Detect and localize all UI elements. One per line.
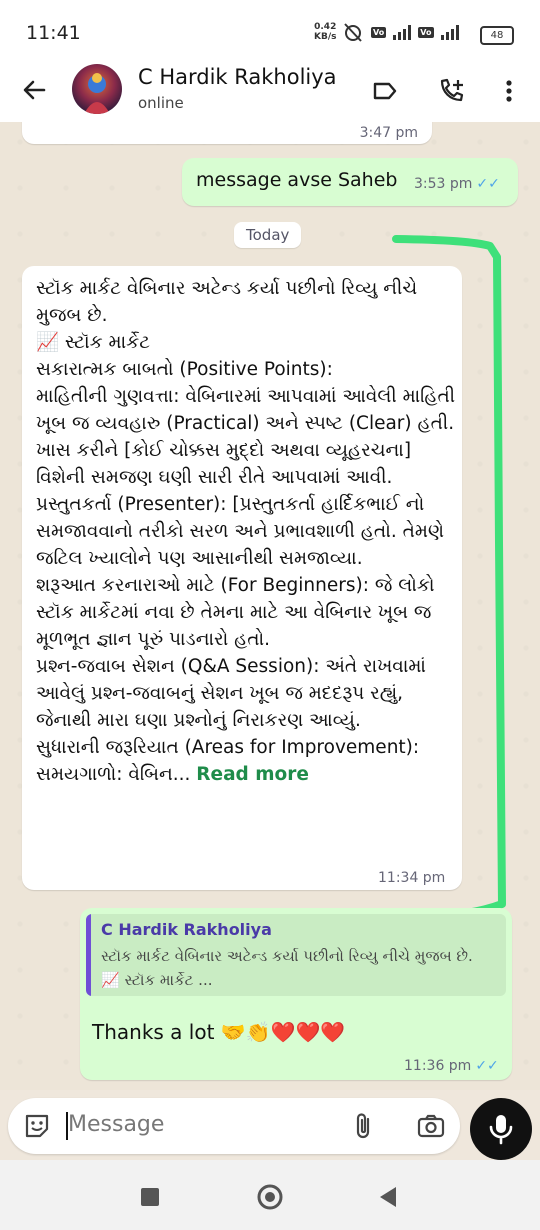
signal-icon	[393, 24, 411, 40]
status-time: 11:41	[26, 22, 81, 44]
composer	[0, 1090, 540, 1160]
quoted-message[interactable]	[86, 914, 506, 996]
alarm-off-icon	[342, 22, 364, 42]
message-input-container	[8, 1098, 460, 1154]
reply-text: Thanks a lot 🤝👏❤️❤️❤️	[92, 1020, 346, 1044]
reply-meta: 11:36 pm ✓✓	[404, 1058, 499, 1074]
lte-icon: Vo	[420, 27, 432, 37]
contact-name[interactable]: C Hardik Rakholiya	[138, 65, 337, 89]
date-chip: Today	[234, 222, 301, 248]
status-bar	[0, 0, 540, 62]
back-arrow-icon[interactable]	[20, 76, 48, 104]
chat-area[interactable]	[0, 122, 540, 1090]
message-time: 3:47 pm	[359, 125, 418, 141]
read-ticks-icon: ✓✓	[475, 1058, 499, 1074]
quote-author: C Hardik Rakholiya	[101, 920, 272, 939]
attach-icon[interactable]	[350, 1111, 378, 1141]
label-icon[interactable]	[370, 76, 400, 106]
back-nav-button[interactable]	[376, 1184, 400, 1210]
quote-text: સ્ટૉક માર્કટ વેબિનાર અટેન્ડ કર્યા પછીનો રિવ્યુ નીચે મુજબ છે. 📈 સ્ટૉક માર્કેટ ...	[101, 947, 473, 989]
more-options-icon[interactable]	[494, 76, 524, 106]
system-nav-bar	[0, 1160, 540, 1230]
read-more-link[interactable]: Read more	[196, 764, 309, 785]
recents-button[interactable]	[141, 1188, 159, 1206]
add-call-icon[interactable]	[436, 76, 466, 106]
signal-2-icon	[441, 24, 459, 40]
camera-icon[interactable]	[416, 1112, 446, 1140]
mic-icon	[470, 1098, 532, 1160]
read-ticks-icon: ✓✓	[476, 176, 500, 192]
mic-button[interactable]	[470, 1098, 532, 1160]
sticker-icon[interactable]	[22, 1111, 52, 1141]
status-icons	[342, 22, 459, 42]
quote-bar	[86, 914, 91, 996]
message-text: message avse Saheb	[196, 169, 398, 191]
home-button[interactable]	[255, 1182, 285, 1212]
message-text-long: સ્ટૉક માર્કટ વેબિનાર અટેન્ડ કર્યા પછીનો રિવ્યુ નીચે મુજબ છે. 📈 સ્ટૉક માર્કેટ સકારાત્મક બાબતો (Positive Points): માહિતીની ગુણવત્તા: વેબિનારમાં આપવામાં આવેલી માહિતી ખૂબ જ વ્યવહારુ (Practical) અને સ્પષ્ટ (Clear) હતી. ખાસ કરીને [કોઈ ચોક્કસ મુદ્દો અથવા વ્યૂહરચના] વિશેની સમજણ ઘણી સારી રીતે આપવામાં આવી. પ્રસ્તુતકર્તા (Presenter): [પ્રસ્તુતકર્તા હાર્દિકભાઈ નો સમજાવવાનો તરીકો સરળ અને પ્રભાવશાળી હતો. તેમણે જટિલ ખ્યાલોને પણ આસાનીથી સમજાવ્યા. શરૂઆત કરનારાઓ માટે (For Beginners): જે લોકો સ્ટૉક માર્કેટમાં નવા છે તેમના માટે આ વેબિનાર ખૂબ જ મૂળભૂત જ્ઞાન પૂરું પાડનારો હતો. પ્રશ્ન-જવાબ સેશન (Q&A Session): અંતે રાખવામાં આવેલું પ્રશ્ન-જવાબનું સેશન ખૂબ જ મદદરૂપ રહ્યું, જેનાથી મારા ઘણા પ્રશ્નોનું નિરાકરણ આવ્યું. સુધારાની જરૂરિયાત (Areas for Improvement): સમયગાળો: વેબિન... Read more	[36, 278, 456, 785]
net-speed: 0.42 KB/s	[314, 22, 337, 42]
message-input[interactable]: Message	[68, 1112, 165, 1137]
avatar-image	[72, 64, 122, 114]
avatar[interactable]	[72, 64, 122, 114]
chat-header	[0, 62, 540, 122]
message-meta: 3:53 pm ✓✓	[414, 176, 500, 192]
message-time: 11:34 pm	[378, 870, 446, 886]
battery-icon: 48	[480, 26, 514, 45]
volte-icon: Vo	[373, 27, 385, 37]
contact-status: online	[138, 94, 184, 112]
